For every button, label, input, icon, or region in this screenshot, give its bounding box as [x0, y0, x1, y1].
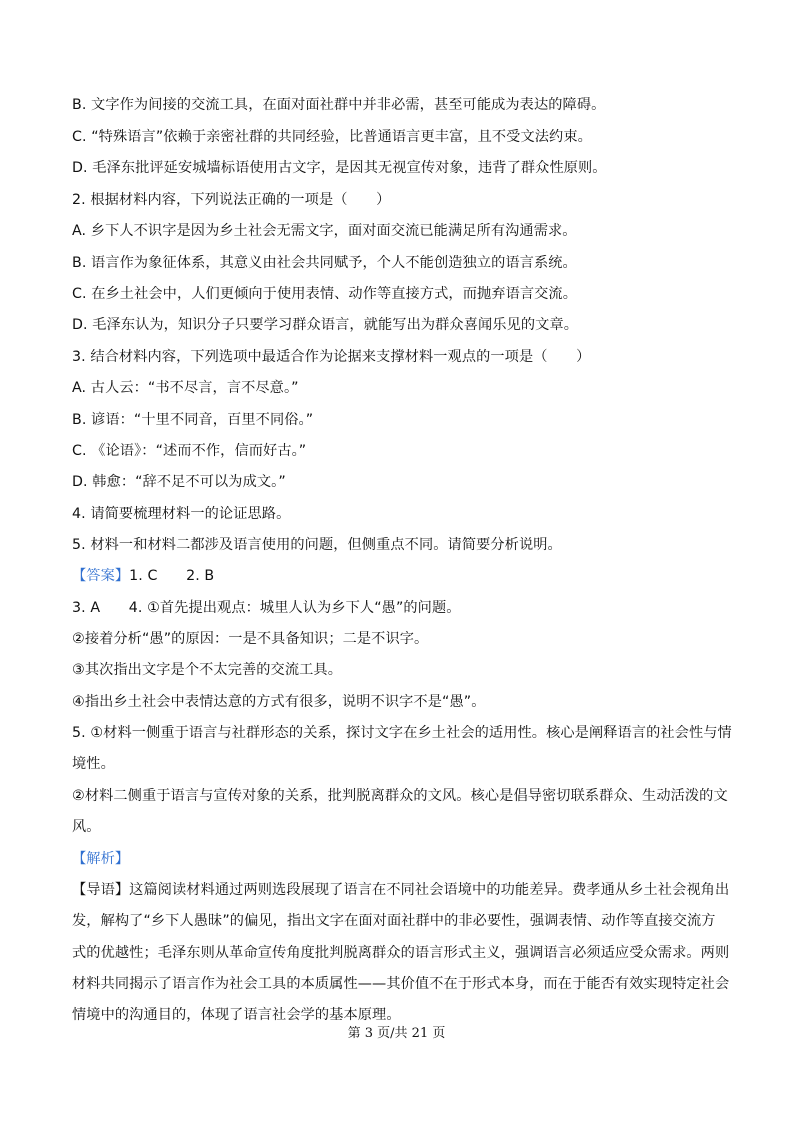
answer-line-4: ③其次指出文字是个不太完善的交流工具。 — [72, 662, 342, 678]
option-c-text: C. “特殊语言”依赖于亲密社群的共同经验，比普通语言更丰富，且不受文法约束。 — [72, 129, 592, 145]
analysis-line-3: 式的优越性；毛泽东则从革命宣传角度批判脱离群众的语言形式主义，强调语言必须适应受众需求。两则 — [72, 945, 730, 961]
question-3: 3. 结合材料内容，下列选项中最适合作为论据来支撑材料一观点的一项是（ ） — [72, 349, 591, 365]
q2-option-b: B. 语言作为象征体系，其意义由社会共同赋予，个人不能创造独立的语言系统。 — [72, 255, 577, 271]
page-number-footer: 第 3 页/共 21 页 — [347, 1026, 446, 1041]
answer-line-1 — [72, 567, 732, 585]
option-d-text: D. 毛泽东批评延安城墙标语使用古文字，是因其无视宣传对象，违背了群众性原则。 — [72, 160, 607, 176]
answer-line-5: ④指出乡土社会中表情达意的方式有很多，说明不识字不是“愚”。 — [72, 694, 486, 710]
q3-option-a: A. 古人云：“书不尽言，言不尽意。” — [72, 380, 299, 396]
q3-option-b: B. 谚语：“十里不同音，百里不同俗。” — [72, 412, 314, 428]
question-4: 4. 请简要梳理材料一的论证思路。 — [72, 506, 291, 522]
answer-line-6: 5. ①材料一侧重于语言与社群形态的关系，探讨文字在乡土社会的适用性。核心是阐释语言的社会性与情 — [72, 725, 732, 741]
q3-option-c: C. 《论语》：“述而不作，信而好古。” — [72, 443, 307, 459]
answer-line-2: 3. A 4. ①首先提出观点：城里人认为乡下人“愚”的问题。 — [72, 600, 461, 616]
answer-text: 1. C 2. B — [129, 568, 215, 584]
q2-option-c: C. 在乡土社会中，人们更倾向于使用表情、动作等直接方式，而抛弃语言交流。 — [72, 286, 578, 302]
q3-option-d: D. 韩愈：“辞不足不可以为成文。” — [72, 474, 286, 490]
answer-line-7: 境性。 — [72, 756, 115, 772]
guide-label: 【导语】 — [72, 882, 130, 898]
answer-label: 【答案】 — [72, 568, 130, 584]
answer-line-8: ②材料二侧重于语言与宣传对象的关系，批判脱离群众的文风。核心是倡导密切联系群众、生动活泼的文 — [72, 788, 728, 804]
analysis-heading — [72, 850, 732, 868]
analysis-line-2: 发，解构了“乡下人愚昧”的偏见，指出文字在面对面社群中的非必要性，强调表情、动作等直接交流方 — [72, 913, 716, 929]
analysis-line-1 — [72, 881, 732, 899]
answer-line-9: 风。 — [72, 819, 101, 835]
analysis-label: 【解析】 — [72, 851, 130, 867]
question-2: 2. 根据材料内容，下列说法正确的一项是（ ） — [72, 192, 391, 208]
analysis-text-1: 这篇阅读材料通过两则选段展现了语言在不同社会语境中的功能差异。费孝通从乡土社会视角出 — [129, 882, 730, 898]
question-5: 5. 材料一和材料二都涉及语言使用的问题，但侧重点不同。请简要分析说明。 — [72, 537, 562, 553]
q2-option-a: A. 乡下人不识字是因为乡土社会无需文字，面对面交流已能满足所有沟通需求。 — [72, 223, 577, 239]
q2-option-d: D. 毛泽东认为，知识分子只要学习群众语言，就能写出为群众喜闻乐见的文章。 — [72, 317, 579, 333]
option-b-text: B. 文字作为间接的交流工具，在面对面社群中并非必需，甚至可能成为表达的障碍。 — [72, 97, 606, 113]
analysis-line-5: 情境中的沟通目的，体现了语言社会学的基本原理。 — [72, 1007, 401, 1023]
answer-line-3: ②接着分析“愚”的原因：一是不具备知识；二是不识字。 — [72, 631, 429, 647]
analysis-line-4: 材料共同揭示了语言作为社会工具的本质属性——其价值不在于形式本身，而在于能否有效实现特定社会 — [72, 976, 730, 992]
